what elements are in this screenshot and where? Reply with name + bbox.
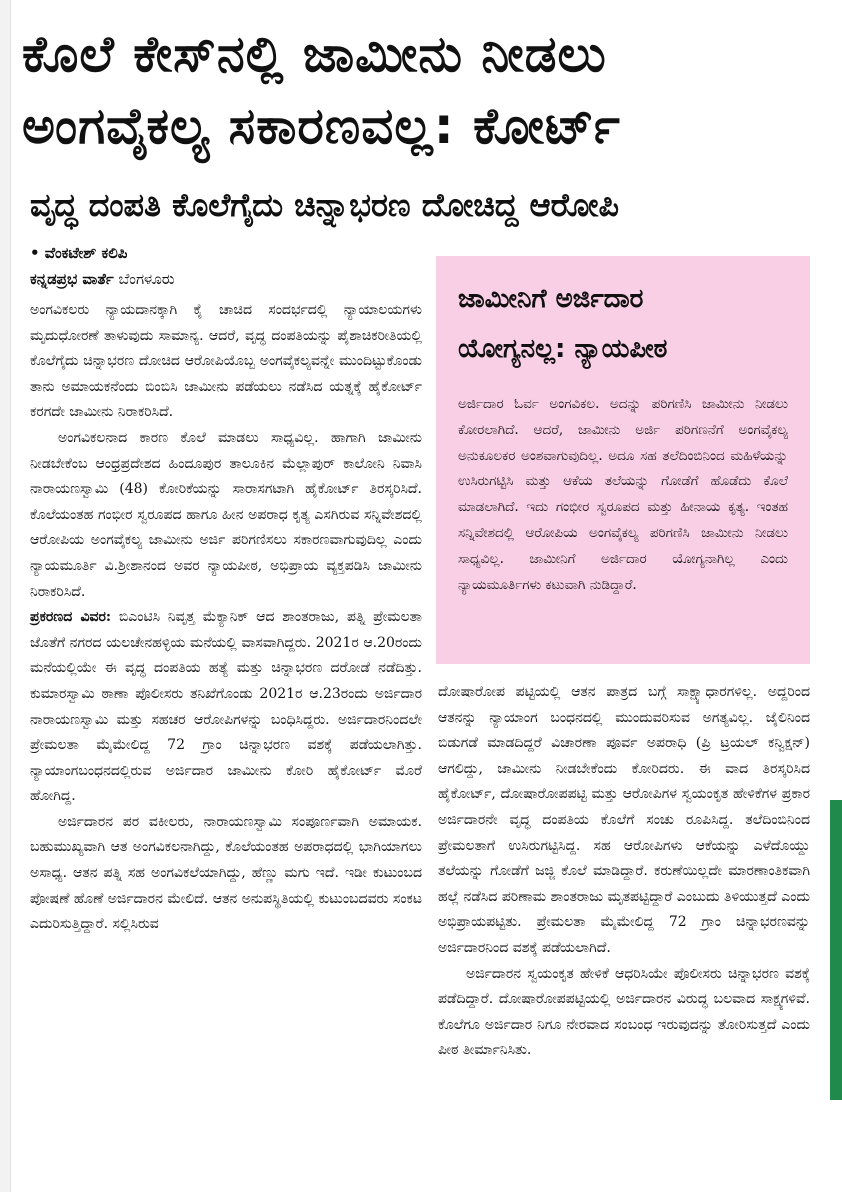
paragraph-defence-argument: ಅರ್ಜಿದಾರನ ಪರ ವಕೀಲರು, ನಾರಾಯಣಸ್ವಾಮಿ ಸಂಪೂರ್ಣವಾಗಿ ಅಮಾಯಕ. ಬಹುಮುಖ್ಯವಾಗಿ ಆತ ಅಂಗವಿಕಲನಾಗಿದ್ದು, ಕೊಲೆಯಂತಹ ಅಪರಾಧದಲ್ಲಿ ಭಾಗಿಯಾಗಲು ಅಸಾಧ್ಯ. ಆತನ ಪತ್ನಿ ಸಹ ಅಂಗವಿಕಲೆಯಾಗಿದ್ದು, ಹೆಣ್ಣು ಮಗು ಇದೆ. ಇಡೀ ಕುಟುಂಬದ ಪೋಷಣೆ ಹೊಣೆ ಅರ್ಜಿದಾರನ ಮೇಲಿದೆ. ಆತನ ಅನುಪಸ್ಥಿತಿಯಲ್ಲಿ ಕುಟುಂಬದವರು ಸಂಕಟ ಎದುರಿಸುತ್ತಿದ್ದಾರೆ. ಸಲ್ಲಿಸಿರುವ <box>30 813 423 933</box>
sidebar-title-line-2: ಯೋಗ್ಯನಲ್ಲ: ನ್ಯಾಯಪೀಠ <box>458 334 668 364</box>
sidebar-box <box>436 256 810 664</box>
paragraph-case-details <box>30 605 422 810</box>
source-city: ಬೆಂಗಳೂರು <box>118 270 175 288</box>
paragraph-court-reasoning: ದೋಷಾರೋಪ ಪಟ್ಟಿಯಲ್ಲಿ ಆತನ ಪಾತ್ರದ ಬಗ್ಗೆ ಸಾಕ್ಷ್ಯಾಧಾರಗಳಿಲ್ಲ. ಅದ್ದರಿಂದ ಆತನನ್ನು ನ್ಯಾಯಾಂಗ ಬಂಧನದಲ್ಲಿ ಮುಂದುವರಿಸುವ ಅಗತ್ಯವಿಲ್ಲ. ಜೈಲಿನಿಂದ ಬಿಡುಗಡೆ ಮಾಡದಿದ್ದರೆ ವಿಚಾರಣಾ ಪೂರ್ವ ಅಪರಾಧಿ (ಪ್ರಿ ಟ್ರಯಲ್ ಕನ್ವಿಕ್ಷನ್) ಆಗಲಿದ್ದು, ಜಾಮೀನು ನೀಡಬೇಕೆಂದು ಕೋರಿದರು. ಈ ವಾದ ತಿರಸ್ಕರಿಸಿದ ಹೈಕೋರ್ಟ್, ದೋಷಾರೋಪಪಟ್ಟಿ ಮತ್ತು ಆರೋಪಿಗಳ ಸ್ವಯಂಕೃತ ಹೇಳಿಕೆಗಳ ಪ್ರಕಾರ ಅರ್ಜಿದಾರನೇ ವೃದ್ಧ ದಂಪತಿಯ ಕೊಲೆಗೆ ಸಂಚು ರೂಪಿಸಿದ್ದ. ತಲೆದಿಂಬಿನಿಂದ ಪ್ರೇಮಲತಾಗೆ ಉಸಿರುಗಟ್ಟಿಸಿದ್ದ. ಸಹ ಆರೋಪಿಗಳು ಆಕೆಯನ್ನು ಎಳೆದೊಯ್ದು ತಲೆಯನ್ನು ಗೋಡೆಗೆ ಜಜ್ಜಿ ಕೊಲೆ ಮಾಡಿದ್ದಾರೆ. ಕರುಣೆಯಿಲ್ಲದೇ ಮಾರಣಾಂತಿಕವಾಗಿ ಹಲ್ಲೆ ನಡೆಸಿದ ಪರಿಣಾಮ ಶಾಂತರಾಜು ಮೃತಪಟ್ಟಿದ್ದಾರೆ ಎಂಬುದು ತಿಳಿಯುತ್ತದೆ ಎಂದು ಅಭಿಪ್ರಾಯಪಟ್ಟಿತು. ಪ್ರೇಮಲತಾ ಮೈಮೇಲಿದ್ದ 72 ಗ್ರಾಂ ಚಿನ್ನಾಭರಣವನ್ನು ಅರ್ಜಿದಾರನಿಂದ ವಶಕ್ಕೆ ಪಡೆಯಲಾಗಿದೆ. <box>438 684 810 956</box>
article-column-right <box>438 680 810 1064</box>
paragraph-court-conclusion: ಅರ್ಜಿದಾರನ ಸ್ವಯಂಕೃತ ಹೇಳಿಕೆ ಆಧರಿಸಿಯೇ ಪೊಲೀಸರು ಚಿನ್ನಾಭರಣ ವಶಕ್ಕೆ ಪಡೆದಿದ್ದಾರೆ. ದೋಷಾರೋಪಪಟ್ಟಿಯಲ್ಲಿ ಅರ್ಜಿದಾರನ ವಿರುದ್ಧ ಬಲವಾದ ಸಾಕ್ಷ್ಯಗಳಿವೆ. ಕೊಲೆಗೂ ಅರ್ಜಿದಾರ ನಿಗೂ ನೇರವಾದ ಸಂಬಂಧ ಇರುವುದನ್ನು ತೋರಿಸುತ್ತದೆ ಎಂದು ಪೀಠ ತೀರ್ಮಾನಿಸಿತು. <box>438 965 810 1059</box>
sidebar-title-line-1: ಜಾಮೀನಿಗೆ ಅರ್ಜಿದಾರ <box>458 284 644 314</box>
subheadline: ವೃದ್ಧ ದಂಪತಿ ಕೊಲೆಗೈದು ಚಿನ್ನಾಭರಣ ದೋಚಿದ್ದ ಆರೋಪಿ <box>30 186 619 224</box>
paragraph-intro: ಅಂಗವಿಕಲರು ನ್ಯಾಯದಾನಕ್ಕಾಗಿ ಕೈ ಚಾಚಿದ ಸಂದರ್ಭದಲ್ಲಿ ನ್ಯಾಯಾಲಯಗಳು ಮೃದುಧೋರಣೆ ತಾಳುವುದು ಸಾಮಾನ್ಯ. ಆದರೆ, ವೃದ್ಧ ದಂಪತಿಯನ್ನು ಪೈಶಾಚಿಕರೀತಿಯಲ್ಲಿ ಕೊಲೆಗೈದು ಚಿನ್ನಾಭರಣ ದೋಚಿದ ಆರೋಪಿಯೊಬ್ಬ ಅಂಗವೈಕಲ್ಯವನ್ನೇ ಮುಂದಿಟ್ಟುಕೊಂಡು ತಾನು ಅಮಾಯಕನೆಂದು ಬಿಂಬಿಸಿ ಜಾಮೀನು ಪಡೆಯಲು ನಡೆಸಿದ ಯತ್ನಕ್ಕೆ ಹೈಕೋರ್ಟ್ ಕರಗದೇ ಜಾಮೀನು ನಿರಾಕರಿಸಿದೆ. <box>30 302 422 421</box>
page-left-margin <box>0 0 11 1192</box>
dateline <box>30 270 174 288</box>
paragraph-bail-rejected: ಅಂಗವಿಕಲನಾದ ಕಾರಣ ಕೊಲೆ ಮಾಡಲು ಸಾಧ್ಯವಿಲ್ಲ. ಹಾಗಾಗಿ ಜಾಮೀನು ನೀಡಬೇಕೆಂಬ ಆಂಧ್ರಪ್ರದೇಶದ ಹಿಂದೂಪುರ ತಾಲೂಕಿನ ಮೆಲ್ಲಾಪುರ್ ಕಾಲೋನಿ ನಿವಾಸಿ ನಾರಾಯಣಸ್ವಾಮಿ (48) ಕೋರಿಕೆಯನ್ನು ಸಾರಾಸಗಟಾಗಿ ಹೈಕೋರ್ಟ್ ತಿರಸ್ಕರಿಸಿದೆ. ಕೊಲೆಯಂತಹ ಗಂಭೀರ ಸ್ವರೂಪದ ಹಾಗೂ ಹೀನ ಅಪರಾಧ ಕೃತ್ಯ ಎಸಗಿರುವ ಸನ್ನಿವೇಶದಲ್ಲಿ ಆರೋಪಿಯ ಅಂಗವೈಕಲ್ಯ ಜಾಮೀನು ಅರ್ಜಿ ಪರಿಗಣಿಸಲು ಸಕಾರಣವಾಗುವುದಿಲ್ಲ ಎಂದು ನ್ಯಾಯಮೂರ್ತಿ ವಿ.ಶ್ರೀಶಾನಂದ ಅವರ ನ್ಯಾಯಪೀಠ, ಅಭಿಪ್ರಾಯ ವ್ಯಕ್ತಪಡಿಸಿ ಜಾಮೀನು ನಿರಾಕರಿಸಿದೆ. <box>30 429 422 600</box>
page-edge-accent <box>830 800 842 1100</box>
headline-line-2: ಅಂಗವೈಕಲ್ಯ ಸಕಾರಣವಲ್ಲ: ಕೋರ್ಟ್ <box>22 97 621 155</box>
case-details-text: ಬಿಎಂಟಿಸಿ ನಿವೃತ್ತ ಮೆಕ್ಯಾನಿಕ್ ಆದ ಶಾಂತರಾಜು, ಪತ್ನಿ ಪ್ರೇಮಲತಾ ಜೊತೆಗೆ ನಗರದ ಯಲಚೇನಹಳ್ಳಿಯ ಮನೆಯಲ್ಲಿ ವಾಸವಾಗಿದ್ದರು. 2021ರ ಆ.20ರಂದು ಮನೆಯಲ್ಲಿಯೇ ಈ ವೃದ್ಧ ದಂಪತಿಯ ಹತ್ಯೆ ಮತ್ತು ಚಿನ್ನಾಭರಣ ದರೋಡೆ ನಡೆದಿತ್ತು. ಕುಮಾರಸ್ವಾಮಿ ಠಾಣಾ ಪೊಲೀಸರು ತನಿಖೆಗೊಂಡು 2021ರ ಆ.23ರಂದು ಅರ್ಜಿದಾರ ನಾರಾಯಣಸ್ವಾಮಿ ಮತ್ತು ಸಹಚರ ಆರೋಪಿಗಳನ್ನು ಬಂಧಿಸಿದ್ದರು. ಅರ್ಜಿದಾರನಿಂದಲೇ ಪ್ರೇಮಲತಾ ಮೈಮೇಲಿದ್ದ 72 ಗ್ರಾಂ ಚಿನ್ನಾಭರಣ ವಶಕ್ಕೆ ಪಡೆಯಲಾಗಿತ್ತು. ನ್ಯಾಯಾಂಗಬಂಧನದಲ್ಲಿರುವ ಅರ್ಜಿದಾರ ಜಾಮೀನು ಕೋರಿ ಹೈಕೋರ್ಟ್ ಮೊರೆ ಹೋಗಿದ್ದ. <box>30 609 423 805</box>
headline-line-1: ಕೊಲೆ ಕೇಸ್‌ನಲ್ಲಿ ಜಾಮೀನು ನೀಡಲು <box>22 25 607 83</box>
case-details-label: ಪ್ರಕರಣದ ವಿವರ: <box>30 609 112 626</box>
sidebar-text: ಅರ್ಜಿದಾರ ಓರ್ವ ಅಂಗವಿಕಲ. ಅದನ್ನು ಪರಿಗಣಿಸಿ ಜಾಮೀನು ನೀಡಲು ಕೋರಲಾಗಿದೆ. ಆದರೆ, ಜಾಮೀನು ಅರ್ಜಿ ಪರಿಗಣನೆಗೆ ಅಂಗವೈಕಲ್ಯ ಅನುಕೂಲಕರ ಅಂಶವಾಗುವುದಿಲ್ಲ. ಅದೂ ಸಹ ತಲೆದಿಂಬಿನಿಂದ ಮಹಿಳೆಯನ್ನು ಉಸಿರುಗಟ್ಟಿಸಿ ಮತ್ತು ಆಕೆಯ ತಲೆಯನ್ನು ಗೋಡೆಗೆ ಹೊಡೆದು ಕೊಲೆ ಮಾಡಲಾಗಿದೆ. ಇದು ಗಂಭೀರ ಸ್ವರೂಪದ ಮತ್ತು ಹೀನಾಯ ಕೃತ್ಯ. ಇಂತಹ ಸನ್ನಿವೇಶದಲ್ಲಿ ಆರೋಪಿಯ ಅಂಗವೈಕಲ್ಯ ಪರಿಗಣಿಸಿ ಜಾಮೀನು ನೀಡಲು ಸಾಧ್ಯವಿಲ್ಲ. ಜಾಮೀನಿಗೆ ಅರ್ಜಿದಾರ ಯೋಗ್ಯನಾಗಿಲ್ಲ ಎಂದು ನ್ಯಾಯಮೂರ್ತಿಗಳು ಕಟುವಾಗಿ ನುಡಿದ್ದಾರೆ. <box>458 396 788 593</box>
byline-author: • ವೆಂಕಟೇಶ್ ಕಲಿಪಿ <box>30 244 128 262</box>
article-column-left <box>30 298 422 938</box>
source-brand: ಕನ್ನಡಪ್ರಭ ವಾರ್ತೆ <box>30 270 114 288</box>
